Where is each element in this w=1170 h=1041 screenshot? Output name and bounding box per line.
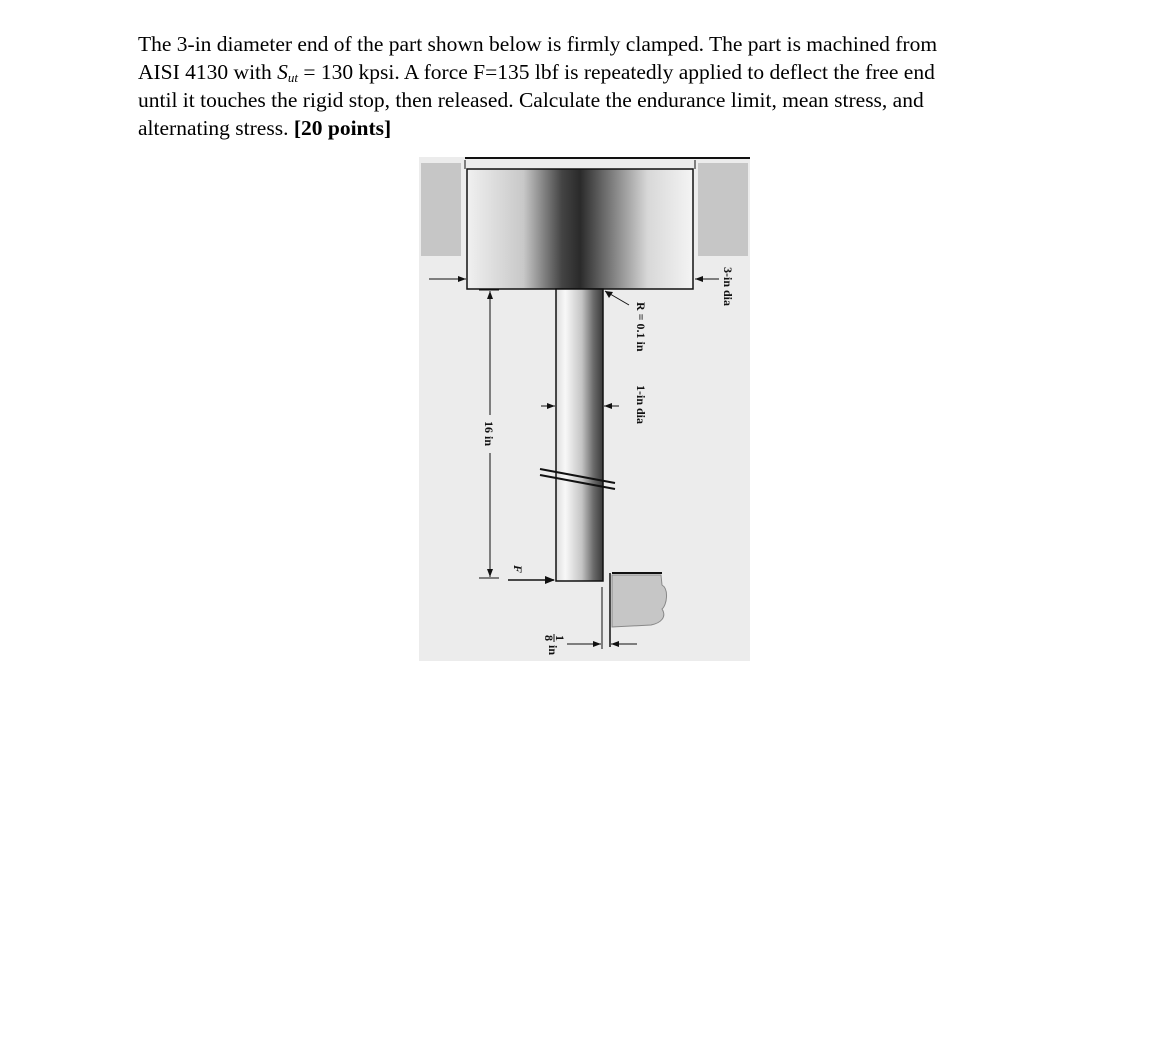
cantilever-figure [419,157,750,661]
dim-1in-label: 1-in dia [634,385,648,425]
force-label: F [511,565,525,574]
right-clamp-block [698,163,748,256]
problem-line-1: The 3-in diameter end of the part shown below is firmly clamped. The part is machined from [138,32,938,56]
points-label: [20 points] [293,116,392,140]
ultimate-strength-subscript: ut [287,70,299,85]
problem-statement [138,30,1038,142]
gap-fraction-den: 8 [542,635,556,641]
problem-line-4-pre: alternating stress. [138,116,294,140]
problem-line-2-pre: AISI 4130 with [138,60,278,84]
cantilever-diagram [419,157,750,661]
shaft-1in [556,289,603,581]
rigid-stop [612,575,667,627]
ultimate-strength-symbol: S [277,60,288,84]
dim-3in-label: 3-in dia [721,267,735,307]
problem-line-2-post: = 130 kpsi. A force F=135 lbf is repeatedly applied to deflect the free end [298,60,935,84]
problem-line-3: until it touches the rigid stop, then released. Calculate the endurance limit, mean stress, and [138,88,924,112]
left-clamp-block [421,163,461,256]
fillet-label: R = 0.1 in [634,302,648,352]
dim-16in-label: 16 in [482,421,496,447]
gap-unit: in [546,645,560,656]
shaft-head-3in [467,169,693,289]
problem-line-4 [138,114,1038,142]
problem-line-2 [138,58,1038,86]
gap-fraction-num: 1 [553,635,567,641]
